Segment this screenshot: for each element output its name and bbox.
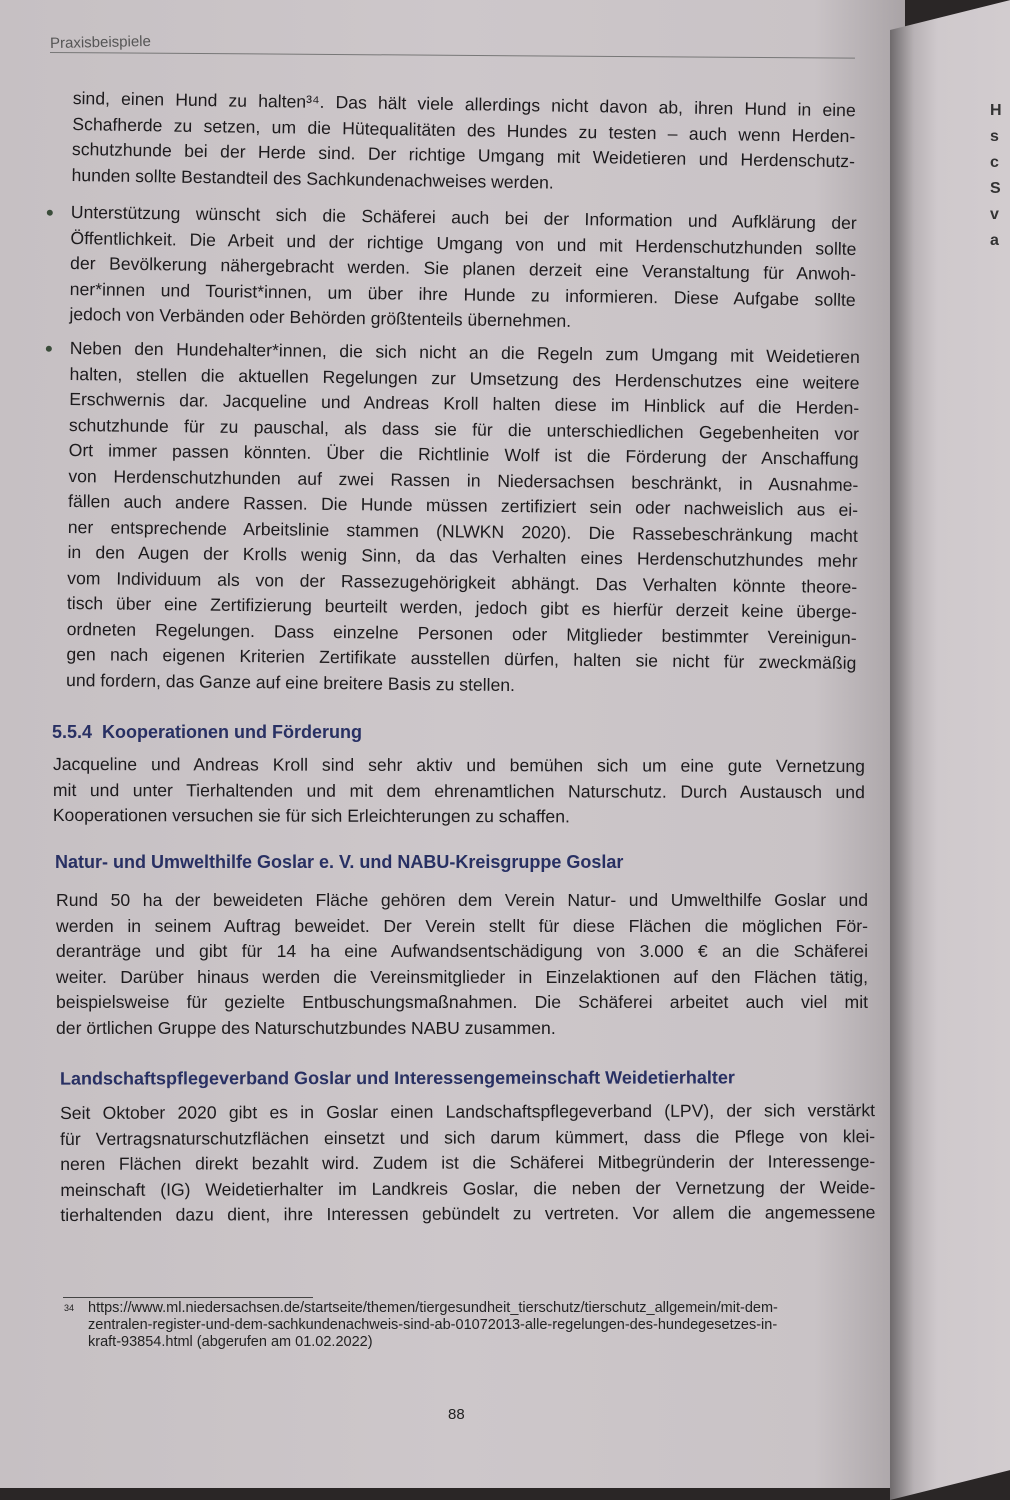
text-line: meinschaft (IG) Weidetierhalter im Landkreis Goslar, die neben der Vernetzung der Weide- (60, 1176, 876, 1200)
text-line: weiter. Darüber hinaus werden die Vereinsmitglieder in Einzelaktionen auf den Flächen tätig, (56, 966, 868, 987)
next-page-letter: v (990, 206, 999, 223)
text-line: tisch über eine Zertifizierung beurteilt werden, jedoch gibt es hierfür derzeit keine überge- (66, 592, 858, 622)
running-header: Praxisbeispiele (49, 32, 152, 53)
text-line: mit und unter Tierhaltenden und mit dem ehrenamtlichen Naturschutz. Durch Austausch und (52, 779, 865, 802)
bullet-icon (47, 210, 53, 216)
text-line: Seit Oktober 2020 gibt es in Goslar einen Landschaftspflegeverband (LPV), der sich verstärkt (60, 1100, 876, 1123)
text-line: und fordern, das Ganze auf eine breitere Basis zu stellen. (65, 669, 516, 695)
subheading-landschaftspflegeverband: Landschaftspflegeverband Goslar und Interessengemeinschaft Weidetierhalter (59, 1067, 735, 1089)
next-page-letter: S (990, 180, 1001, 197)
text-line: schutzhunde für zu pauschal, als dass sie für die unterschiedlichen Gegebenheiten vor (68, 414, 860, 444)
footnote (64, 1300, 869, 1351)
paragraph-cooperations (53, 752, 865, 831)
text-line: hunden sollte Bestandteil des Sachkundenachweises werden. (71, 164, 554, 193)
text-line: Erschwernis dar. Jacqueline und Andreas Kroll halten diese im Hinblick auf die Herden- (69, 388, 860, 418)
footnote-line[interactable]: https://www.ml.niedersachsen.de/startseite/themen/tiergesundheit_tierschutz/tierschutz_allgemein/mit-dem- (88, 1300, 778, 1316)
text-line: Schafherde zu setzen, um die Hütequalitäten des Hundes zu testen – auch wenn Herden- (72, 113, 856, 146)
text-line: ner entsprechende Arbeitslinie stammen (NLWKN 2020). Die Rassebeschränkung macht (67, 516, 858, 546)
text-line: werden in seinem Auftrag beweidet. Der Verein stellt für diese Flächen die möglichen För- (56, 915, 868, 936)
text-line: Rund 50 ha der beweideten Fläche gehören dem Verein Natur- und Umwelthilfe Goslar und (56, 890, 868, 910)
text-line: beispielsweise für gezielte Entbuschungsmaßnahmen. Die Schäferei arbeitet auch viel mit (56, 992, 868, 1012)
paragraph-continued (71, 86, 856, 200)
text-line: Jacqueline und Andreas Kroll sind sehr aktiv und bemühen sich um eine gute Vernetzung (52, 754, 865, 777)
text-line: in den Augen der Krolls wenig Sinn, da das Verhalten eines Herdenschutzhundes mehr (67, 541, 858, 571)
text-line: ner*innen und Tourist*innen, um über ihre Hunde zu informieren. Diese Aufgabe sollte (69, 278, 856, 310)
section-heading-5-5-4: 5.5.4 Kooperationen und Förderung (52, 722, 363, 742)
paragraph-landschaftspflegeverband (60, 1098, 875, 1228)
next-page-letter: H (990, 102, 1002, 119)
text-line: Unterstützung wünscht sich die Schäferei auch bei der Information und Aufklärung der (70, 201, 857, 233)
text-line: Ort immer passen könnten. Über die Richtlinie Wolf ist die Förderung der Anschaffung (68, 439, 859, 469)
text-line: deranträge und gibt für 14 ha eine Aufwandsentschädigung von 3.000 € an die Schäferei (56, 941, 868, 961)
text-line: der örtlichen Gruppe des Naturschutzbundes NABU zusammen. (56, 1017, 556, 1038)
text-line: jedoch von Verbänden oder Behörden größtenteils übernehmen. (69, 303, 572, 331)
text-line: sind, einen Hund zu halten³⁴. Das hält viele allerdings nicht davon ab, ihren Hund in eine (72, 87, 856, 121)
text-line: Neben den Hundehalter*innen, die sich nicht an die Regeln zum Umgang mit Weidetieren (69, 337, 860, 367)
page-number: 88 (448, 1406, 465, 1423)
next-page-letter: a (990, 232, 999, 249)
text-line: tierhaltenden dazu dient, ihre Interessen gebündelt zu vertreten. Vor allem die angemessene (60, 1202, 876, 1225)
subheading-natur-umwelthilfe: Natur- und Umwelthilfe Goslar e. V. und NABU-Kreisgruppe Goslar (55, 852, 624, 872)
text-line: fällen auch andere Rassen. Die Hunde müssen zertifiziert sein oder nachweislich aus ei- (68, 490, 859, 520)
text-line: ordneten Regelungen. Dass einzelne Personen oder Mitglieder bestimmter Vereinigun- (66, 618, 857, 648)
footnote-line: zentralen-register-und-dem-sachkundenachweis-sind-ab-01072013-alle-regelungen-des-hundegesetzes-in- (88, 1317, 778, 1333)
bullet-icon (46, 346, 52, 352)
text-line: schutzhunde bei der Herde sind. Der richtige Umgang mit Weidetieren und Herdenschutz- (71, 138, 856, 172)
text-line: vom Individuum als von der Rassezugehörigkeit abhängt. Das Verhalten könnte theore- (67, 567, 858, 597)
text-line: für Vertragsnaturschutzflächen einsetzt und sich darum kümmert, dass die Pflege von klei- (60, 1125, 876, 1149)
text-line: von Herdenschutzhunden auf zwei Rassen in Niedersachsen beschränkt, in Ausnahme- (68, 465, 859, 495)
footnote-number: 34 (64, 1303, 75, 1313)
bullet-item-regulations (66, 336, 860, 702)
next-page-letter: c (990, 154, 999, 171)
text-line: halten, stellen die aktuellen Regelungen zur Umsetzung des Herdenschutzes eine weitere (69, 363, 860, 393)
paragraph-natur-umwelthilfe (56, 888, 868, 1041)
header-rule (50, 52, 855, 59)
text-line: Kooperationen versuchen sie für sich Erleichterungen zu schaffen. (52, 804, 570, 827)
text-line: Öffentlichkeit. Die Arbeit und der richtige Umgang von und mit Herdenschutzhunden sollte (70, 227, 857, 259)
footnote-line: kraft-93854.html (abgerufen am 01.02.2022) (88, 1334, 373, 1350)
bullet-item-public-information (69, 200, 857, 338)
next-page-letter: s (990, 128, 999, 145)
footnote-rule (63, 1297, 313, 1298)
text-line: neren Flächen direkt bezahlt wird. Zudem ist die Schäferei Mitbegründerin der Interessenge- (60, 1151, 876, 1174)
next-page-text-fragments (990, 98, 1002, 254)
text-line: der Bevölkerung nähergebracht werden. Sie planen derzeit eine Veranstaltung für Anwoh- (69, 252, 857, 284)
text-line: gen nach eigenen Kriterien Zertifikate ausstellen dürfen, halten sie nicht für zweckmäßig (66, 643, 857, 673)
